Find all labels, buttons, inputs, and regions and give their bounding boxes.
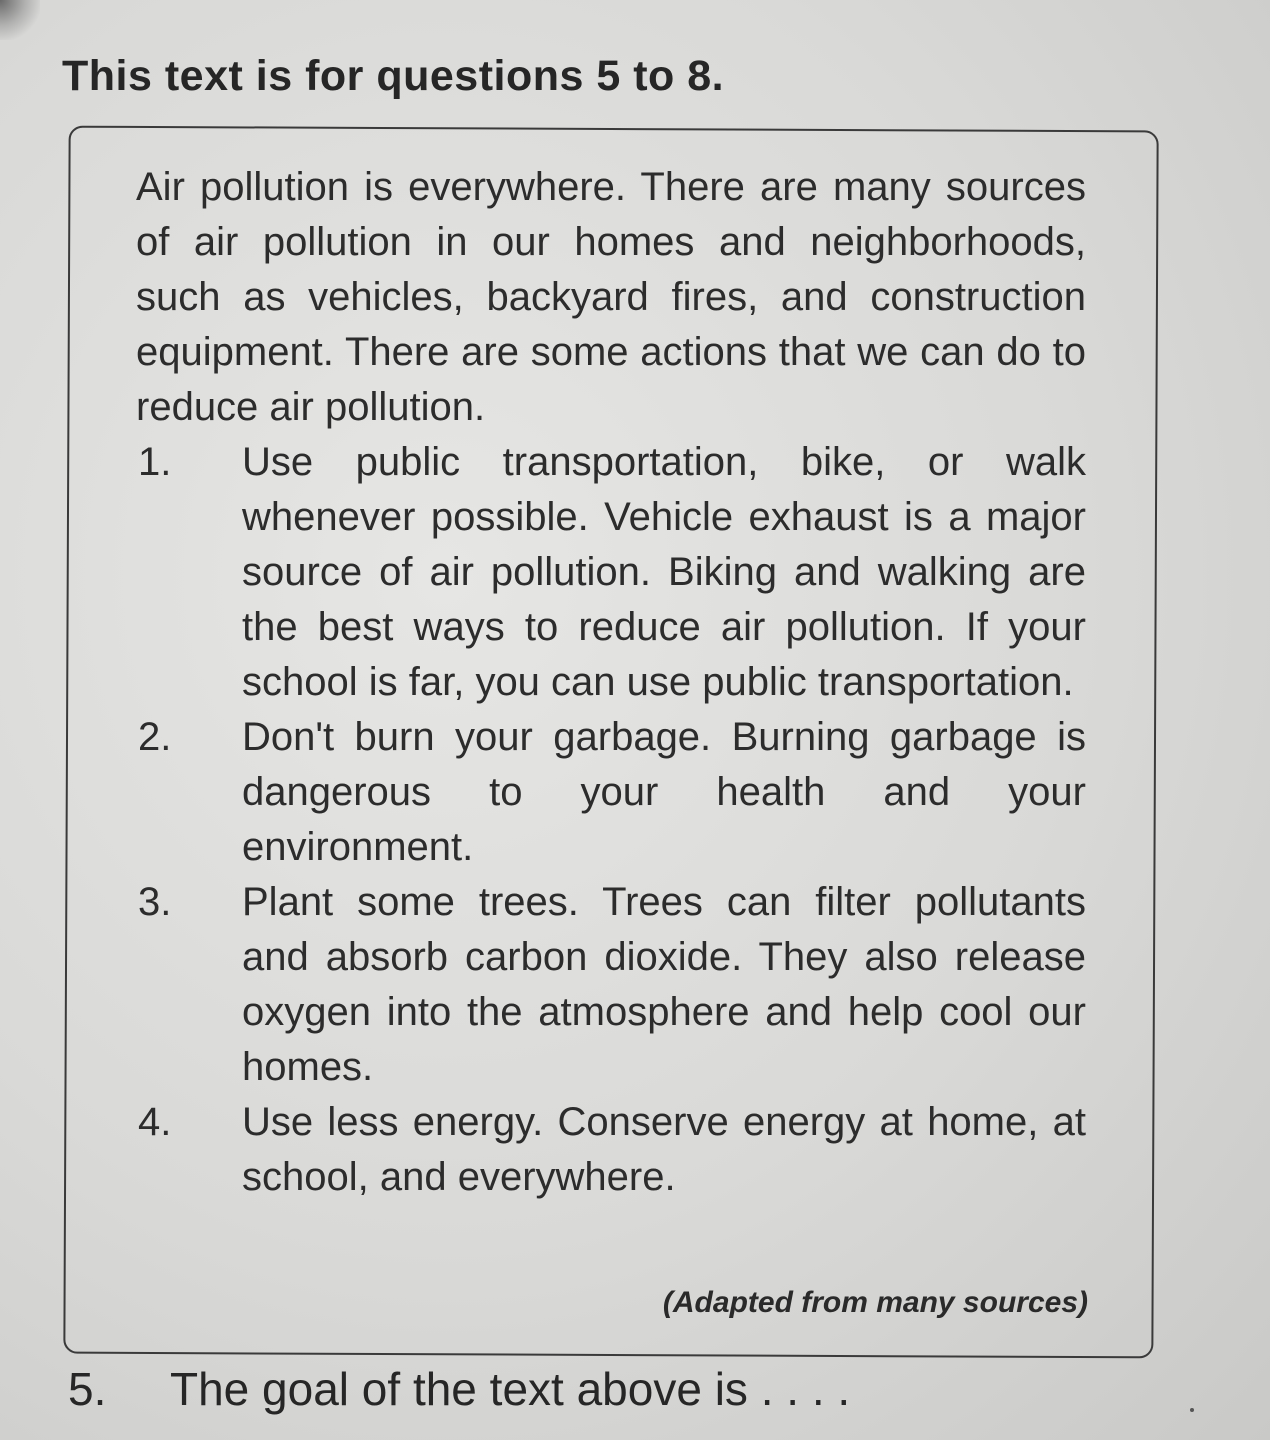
tip-text: Use public transportation, bike, or walk whenever possible. Vehicle exhaust is a major source of air pollution. Biking and walking are the best ways to reduce air pollution. If your school is far, you can use public transportation. [242,440,1086,704]
tip-number: 1. [138,440,172,484]
question-5 [68,1362,850,1416]
passage-intro: Air pollution is everywhere. There are many sources of air pollution in our homes and neighborhoods, such as vehicles, backyard fires, and construction equipment. There are some actions that we can do to reduce air pollution. [136,165,1086,429]
instruction-heading: This text is for questions 5 to 8. [62,52,725,100]
question-number: 5. [68,1363,107,1415]
tip-text: Use less energy. Conserve energy at home, at school, and everywhere. [242,1100,1086,1199]
source-citation: (Adapted from many sources) [662,1286,1088,1319]
reading-passage [136,160,1086,1205]
tip-text: Plant some trees. Trees can filter pollutants and absorb carbon dioxide. They also release oxygen into the atmosphere and help cool our homes. [242,880,1086,1089]
tip-item-4 [136,1095,1086,1205]
tips-list [136,435,1086,1205]
tip-number: 2. [138,715,172,759]
paper-speck [1190,1408,1194,1412]
tip-number: 4. [138,1100,172,1144]
question-text: The goal of the text above is . . . . [170,1363,851,1415]
tip-item-2 [136,710,1086,875]
tip-item-1 [136,435,1086,710]
tip-number: 3. [138,880,172,924]
tip-text: Don't burn your garbage. Burning garbage is dangerous to your health and your environment. [242,715,1086,869]
page-corner-shadow [0,0,40,40]
tip-item-3 [136,875,1086,1095]
